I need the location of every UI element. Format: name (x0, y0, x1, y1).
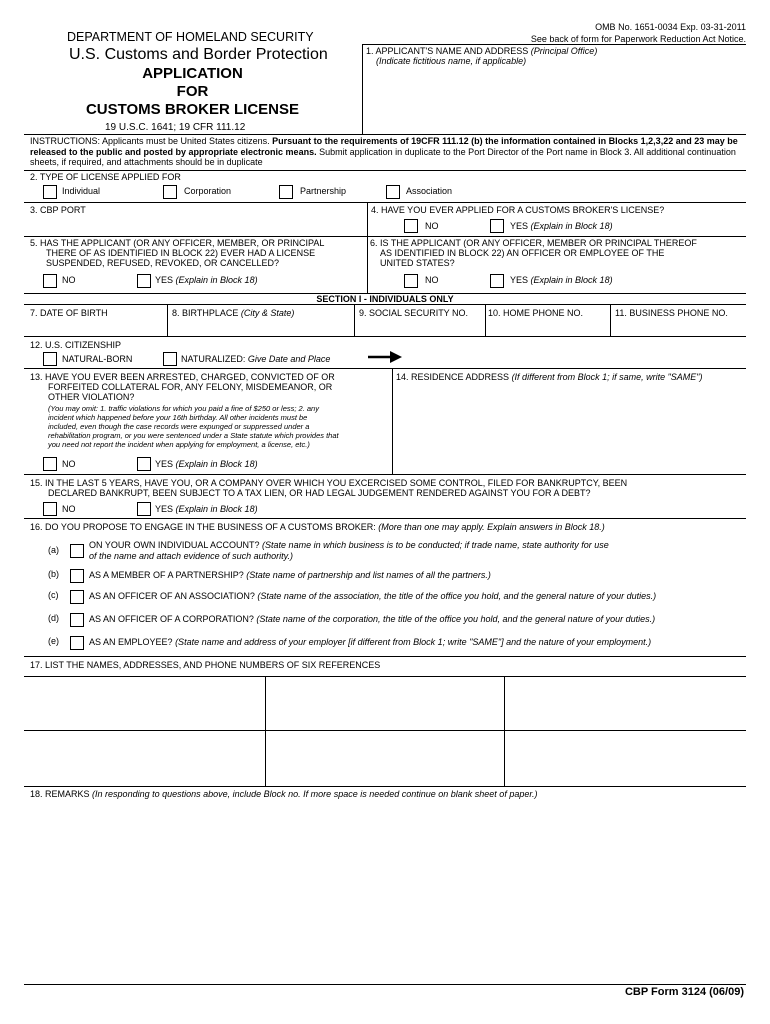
block4-yes-checkbox[interactable] (490, 219, 504, 233)
block12-label: 12. U.S. CITIZENSHIP (30, 340, 122, 350)
block3-label: 3. CBP PORT (30, 205, 86, 215)
block6-no-label: NO (425, 275, 439, 285)
block5-line3: SUSPENDED, REFUSED, REVOKED, OR CANCELLED? (46, 258, 280, 268)
option-d-text: AS AN OFFICER OF A CORPORATION? (State name of the corporation, the title of the office you hold, and the general nature of your duties.) (89, 614, 656, 624)
reference-1-field[interactable] (25, 677, 263, 729)
block13-no-checkbox[interactable] (43, 457, 57, 471)
block15-no-checkbox[interactable] (43, 502, 57, 516)
option-a-line1: ON YOUR OWN INDIVIDUAL ACCOUNT? (State name in which business is to be conducted; if trade name, state authority for use (89, 540, 609, 550)
block4-no-checkbox[interactable] (404, 219, 418, 233)
block13-note-line2: incident which happened before your 16th birthday. All other incidents must be (48, 413, 308, 422)
corporation-checkbox[interactable] (163, 185, 177, 199)
block7-label: 7. DATE OF BIRTH (30, 308, 108, 318)
agency-name: U.S. Customs and Border Protection (69, 46, 328, 63)
block8-label: 8. BIRTHPLACE (City & State) (172, 308, 295, 318)
own-account-checkbox[interactable] (70, 544, 84, 558)
block15-yes-checkbox[interactable] (137, 502, 151, 516)
block13-note-line3: included, even though the case records were expunged or suppressed under a (48, 422, 310, 431)
block2-label: 2. TYPE OF LICENSE APPLIED FOR (30, 172, 181, 182)
reference-5-field[interactable] (267, 731, 502, 785)
block13-line1: 13. HAVE YOU EVER BEEN ARRESTED, CHARGED, CONVICTED OF OR (30, 372, 335, 382)
reference-3-field[interactable] (506, 677, 745, 729)
omb-number: OMB No. 1651-0034 Exp. 03-31-2011 (595, 22, 746, 32)
remarks-field[interactable] (25, 802, 745, 982)
block13-line3: OTHER VIOLATION? (48, 392, 135, 402)
reference-2-field[interactable] (267, 677, 502, 729)
block18-label: 18. REMARKS (In responding to questions above, include Block no. If more space is needed continue on blank sheet of paper.) (30, 789, 538, 799)
block6-line1: 6. IS THE APPLICANT (OR ANY OFFICER, MEMBER OR PRINCIPAL THEREOF (370, 238, 697, 248)
block5-line2: THERE OF AS IDENTIFIED IN BLOCK 22) EVER HAD A LICENSE (46, 248, 316, 258)
block13-note-line4: rehabilitation program, or you were sentenced under a State statute which provides that (48, 431, 339, 440)
date-of-birth-field[interactable] (25, 320, 165, 334)
block4-no-label: NO (425, 221, 439, 231)
block4-label: 4. HAVE YOU EVER APPLIED FOR A CUSTOMS BROKER'S LICENSE? (371, 205, 665, 215)
home-phone-field[interactable] (487, 320, 608, 334)
block9-label: 9. SOCIAL SECURITY NO. (359, 308, 469, 318)
natural-born-label: NATURAL-BORN (62, 354, 133, 364)
association-label: Association (406, 186, 453, 196)
reference-6-field[interactable] (506, 731, 745, 785)
block5-line1: 5. HAS THE APPLICANT (OR ANY OFFICER, MEMBER, OR PRINCIPAL (30, 238, 325, 248)
block4-yes-label: YES (Explain in Block 18) (510, 221, 613, 231)
department-name: DEPARTMENT OF HOMELAND SECURITY (67, 30, 314, 44)
association-officer-checkbox[interactable] (70, 590, 84, 604)
natural-born-checkbox[interactable] (43, 352, 57, 366)
option-e-marker: (e) (48, 636, 59, 646)
block5-yes-checkbox[interactable] (137, 274, 151, 288)
block13-note-line5: you need not report the incident when applying for employment, a license, etc.) (48, 440, 310, 449)
naturalized-checkbox[interactable] (163, 352, 177, 366)
block1-sublabel: (Indicate fictitious name, if applicable) (376, 56, 527, 66)
block5-no-checkbox[interactable] (43, 274, 57, 288)
block15-line2: DECLARED BANKRUPT, BEEN SUBJECT TO A TAX LIEN, OR HAD LEGAL JUDGEMENT RENDERED AGAINST YOU FOR A DEBT? (48, 488, 591, 498)
option-a-line2: of the name and attach evidence of such authority.) (89, 551, 293, 561)
arrow-right-icon (368, 350, 402, 364)
block6-no-checkbox[interactable] (404, 274, 418, 288)
option-b-text: AS A MEMBER OF A PARTNERSHIP? (State name of partnership and list names of all the partners.) (89, 570, 491, 580)
block15-line1: 15. IN THE LAST 5 YEARS, HAVE YOU, OR A COMPANY OVER WHICH YOU EXCERCISED SOME CONTROL, FILED FOR BANKRUPTCY, BEEN (30, 478, 628, 488)
block15-no-label: NO (62, 504, 76, 514)
partnership-member-checkbox[interactable] (70, 569, 84, 583)
block6-yes-checkbox[interactable] (490, 274, 504, 288)
legal-authority: 19 U.S.C. 1641; 19 CFR 111.12 (105, 122, 246, 133)
option-c-marker: (c) (48, 590, 59, 600)
block14-label: 14. RESIDENCE ADDRESS (If different from Block 1; if same, write "SAME") (396, 372, 703, 382)
residence-address-field[interactable] (394, 384, 744, 472)
option-a-marker: (a) (48, 545, 59, 555)
form-title-line2: FOR (176, 83, 209, 100)
partnership-checkbox[interactable] (279, 185, 293, 199)
birthplace-field[interactable] (169, 320, 352, 334)
business-phone-field[interactable] (612, 320, 745, 334)
block13-yes-checkbox[interactable] (137, 457, 151, 471)
individual-label: Individual (62, 186, 101, 196)
form-title-line3: CUSTOMS BROKER LICENSE (85, 101, 300, 118)
block5-no-label: NO (62, 275, 76, 285)
block10-label: 10. HOME PHONE NO. (488, 308, 584, 318)
individual-checkbox[interactable] (43, 185, 57, 199)
block11-label: 11. BUSINESS PHONE NO. (615, 308, 728, 318)
block15-yes-label: YES (Explain in Block 18) (155, 504, 258, 514)
reference-4-field[interactable] (25, 731, 263, 785)
corporation-label: Corporation (184, 186, 232, 196)
block6-yes-label: YES (Explain in Block 18) (510, 275, 613, 285)
social-security-field[interactable] (356, 320, 483, 334)
association-checkbox[interactable] (386, 185, 400, 199)
block13-line2: FORFEITED COLLATERAL FOR, ANY FELONY, MISDEMEANOR, OR (48, 382, 333, 392)
option-e-text: AS AN EMPLOYEE? (State name and address of your employer [if different from Block 1; write "SAME"] and the nature of your employment.) (89, 637, 652, 647)
cbp-port-field[interactable] (25, 216, 365, 234)
block13-note-line1: (You may omit: 1. traffic violations for which you paid a fine of $250 or less; 2. any (48, 404, 319, 413)
section-1-title: SECTION I - INDIVIDUALS ONLY (316, 294, 454, 304)
paperwork-notice: See back of form for Paperwork Reduction Act Notice. (530, 34, 746, 44)
corporation-officer-checkbox[interactable] (70, 613, 84, 627)
block16-label: 16. DO YOU PROPOSE TO ENGAGE IN THE BUSINESS OF A CUSTOMS BROKER: (More than one may apply. Explain answers in Block 18.) (30, 522, 605, 532)
partnership-label: Partnership (300, 186, 347, 196)
block13-no-label: NO (62, 459, 76, 469)
block6-line2: AS IDENTIFIED IN BLOCK 22) AN OFFICER OR EMPLOYEE OF THE (380, 248, 665, 258)
option-d-marker: (d) (48, 613, 59, 623)
block13-yes-label: YES (Explain in Block 18) (155, 459, 258, 469)
block17-label: 17. LIST THE NAMES, ADDRESSES, AND PHONE NUMBERS OF SIX REFERENCES (30, 660, 381, 670)
option-b-marker: (b) (48, 569, 59, 579)
block5-yes-label: YES (Explain in Block 18) (155, 275, 258, 285)
employee-checkbox[interactable] (70, 636, 84, 650)
instructions: INSTRUCTIONS: Applicants must be United States citizens. Pursuant to the requirements of 19CFR 111.12 (b) the information contained in Blocks 1,2,3,22 and 23 may be released to the public and posted by appropriate electronic means. Submit application in duplicate to the Port Director of the Port name in Block 3. All additional continuation sheets, if required, and attachments should be in duplicate (30, 136, 738, 167)
form-title-line1: APPLICATION (142, 65, 243, 82)
naturalized-label: NATURALIZED: Give Date and Place (181, 354, 331, 364)
block1-label: 1. APPLICANT'S NAME AND ADDRESS (Principal Office) (366, 46, 598, 56)
option-c-text: AS AN OFFICER OF AN ASSOCIATION? (State name of the association, the title of the office you hold, and the general nature of your duties.) (89, 591, 657, 601)
form-number: CBP Form 3124 (06/09) (624, 986, 744, 998)
block6-line3: UNITED STATES? (380, 258, 455, 268)
